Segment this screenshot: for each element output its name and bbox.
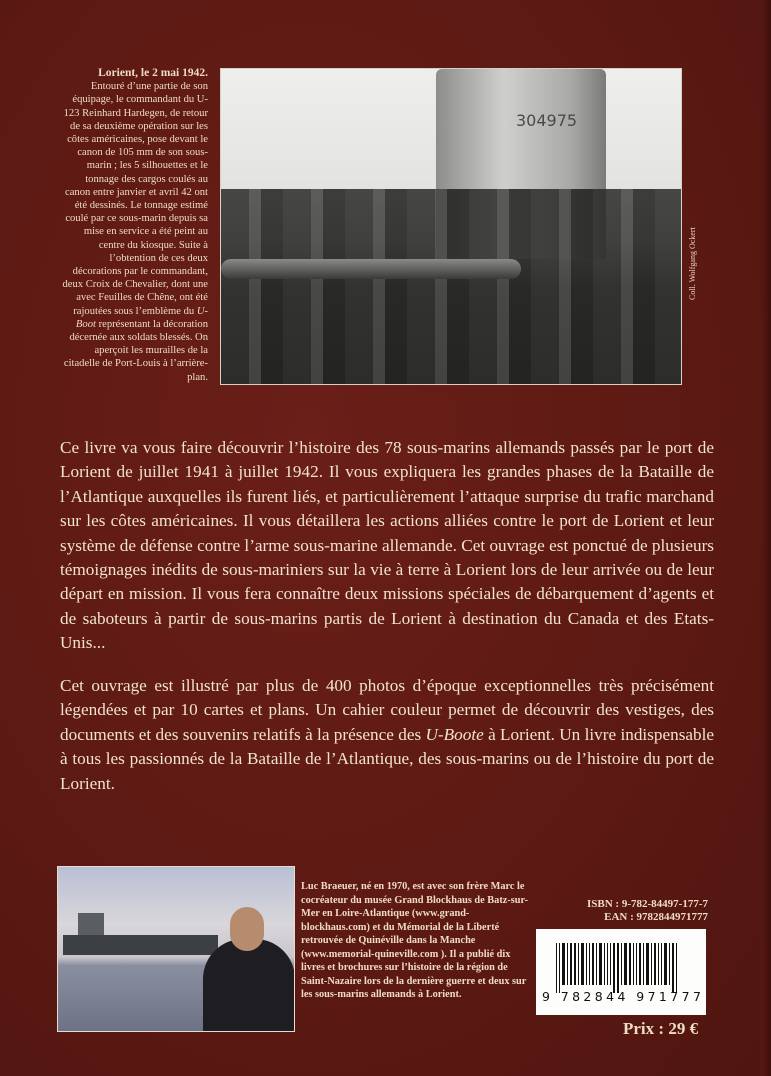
- barcode-bar: [567, 943, 568, 985]
- photo-caption: [58, 67, 208, 384]
- description-paragraph-2: [60, 674, 714, 796]
- isbn: ISBN : 9-782-84497-177-7: [587, 898, 708, 910]
- caption-text-end: représentant la décoration décernée aux soldats blessés. On aperçoit les murailles de la citadelle de Port-Louis à l’arrière-plan.: [63, 318, 208, 383]
- main-photo: [220, 68, 682, 385]
- barcode-bar: [669, 943, 670, 985]
- barcode-bar: [621, 943, 622, 985]
- barcode-bar: [643, 943, 644, 985]
- barcode-bar: [556, 943, 557, 993]
- author-head: [230, 907, 264, 951]
- barcode-bar: [646, 943, 649, 985]
- barcode-bar: [658, 943, 659, 985]
- author-figure: [203, 939, 295, 1032]
- barcode-number: 9 782844 971777: [542, 989, 705, 1004]
- barcode-bar: [570, 943, 572, 985]
- tower-number: 304975: [516, 111, 578, 130]
- barcode-bar: [574, 943, 576, 985]
- barcode: [536, 929, 706, 1015]
- barcode-bar: [581, 943, 584, 985]
- barcode-bar: [617, 943, 619, 993]
- barcode-bar: [596, 943, 597, 985]
- barcode-bar: [559, 943, 560, 993]
- caption-text: Entouré d’une partie de son équipage, le commandant du U-123 Reinhard Hardegen, de retour de sa deuxième opération sur les côtes américaines, pose devant le canon de 105 mm de son sous-marin ; les 5 silhouettes et le tonnage des cargos coulés au canon entre janvier et avril 42 ont été dessinés. Le tonnage estimé coulé par ce sous-marin depuis sa mise en service a été peint au centre du kiosque. Suite à l’obtention de ces deux décorations par le commandant, deux Croix de Chevalier, dont une avec Feuilles de Chêne, ont été rajoutées sous l’emblème du: [62, 81, 208, 317]
- barcode-bar: [610, 943, 611, 985]
- photo-credit: Coll. Wolfgang Ockert: [688, 227, 697, 300]
- author-photo: [57, 866, 295, 1032]
- caption-italic: U-Boot: [75, 305, 208, 330]
- barcode-bar: [586, 943, 587, 985]
- paragraph-2-italic: U-Boote: [425, 724, 484, 744]
- barcode-bar: [654, 943, 656, 985]
- barcode-bar: [636, 943, 637, 985]
- barcode-bar: [664, 943, 667, 985]
- barcode-bar: [562, 943, 565, 985]
- barcode-bar: [589, 943, 590, 985]
- crew-group: [221, 189, 681, 384]
- barcode-bar: [639, 943, 641, 985]
- isbn-block: [558, 898, 708, 924]
- barcode-bar: [607, 943, 608, 985]
- caption-title: Lorient, le 2 mai 1942.: [98, 67, 208, 79]
- barcode-bar: [624, 943, 627, 985]
- barcode-bar: [661, 943, 662, 985]
- author-bio: Luc Braeuer, né en 1970, est avec son frère Marc le cocréateur du musée Grand Blockhaus de Batz-sur-Mer en Loire-Atlantique (www.grand-blockhaus.com) et du Mémorial de la Liberté retrouvée de Quinéville dans la Manche (www.memorial-quineville.com ). Il a publié dix livres et brochures sur l’histoire de la région de Saint-Nazaire lors de la dernière guerre et deux sur les sous-marins allemands à Lorient.: [301, 881, 529, 1000]
- barcode-bar: [592, 943, 594, 985]
- barcode-bar: [613, 943, 615, 993]
- submarine-hull: [63, 935, 218, 955]
- barcode-bar: [633, 943, 634, 985]
- description-paragraph-1: Ce livre va vous faire découvrir l’histoire des 78 sous-marins allemands passés par le port de Lorient de juillet 1941 à juillet 1942. Il vous expliquera les grandes phases de la Bataille de l’Atlantique auxquelles ils furent liés, et particulièrement l’attaque surprise du trafic marchand sur les côtes américaines. Il vous détaillera les actions alliées contre le port de Lorient et leur système de défense contre l’arme sous-marine allemande. Cet ouvrage est ponctué de plusieurs témoignages inédits de sous-mariniers sur la vie à terre à Lorient lors de leur arrivée ou de leur départ en mission. Il vous fera connaître deux missions spéciales de débarquement d’agents et de saboteurs à partir de sous-marins partis de Lorient à destination du Canada et des Etats-Unis...: [60, 438, 714, 653]
- paragraph-2-text: Cet ouvrage est illustré par plus de 400 photos d’époque exceptionnelles très précisément légendées et par 10 cartes et plans. Un cahier couleur permet de découvrir des vestiges, des documents et des souvenirs relatifs à la présence des: [60, 676, 714, 744]
- barcode-bar: [629, 943, 631, 985]
- barcode-bar: [599, 943, 602, 985]
- barcode-bars: [556, 943, 696, 995]
- barcode-bar: [578, 943, 579, 985]
- ean: EAN : 9782844971777: [604, 911, 708, 923]
- paragraph-2-text-end: à Lorient. Un livre indispensable à tous les passionnés de la Bataille de l’Atlantique, des sous-marins ou de l’histoire du port de Lorient.: [60, 724, 715, 793]
- barcode-bar: [676, 943, 677, 993]
- barcode-bar: [672, 943, 674, 993]
- barcode-bar: [604, 943, 605, 985]
- deck-gun: [221, 259, 521, 279]
- cover-edge: [761, 0, 771, 1076]
- barcode-bar: [651, 943, 652, 985]
- price: Prix : 29 €: [623, 1019, 699, 1038]
